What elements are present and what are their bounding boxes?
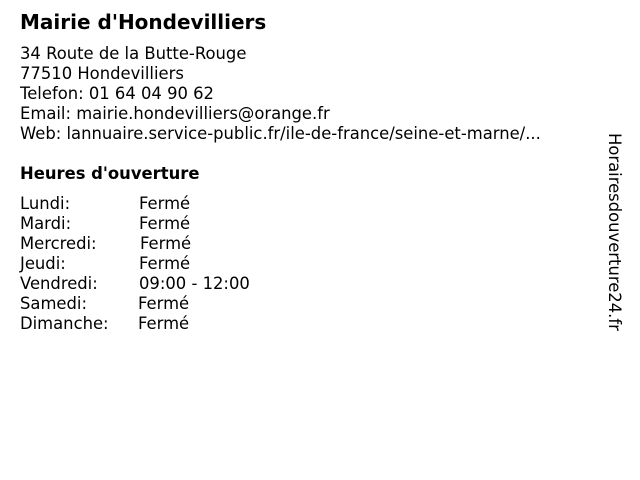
- site-watermark: Horairesdouverture24.fr: [605, 133, 624, 331]
- hours-row-friday: [20, 274, 250, 294]
- hours-heading: Heures d'ouverture: [20, 164, 200, 183]
- hours-row-thursday: [20, 254, 250, 274]
- day-label: Vendredi:: [20, 274, 98, 293]
- hours-value: Fermé: [139, 194, 191, 213]
- hours-value: Fermé: [140, 234, 192, 253]
- street-address: 34 Route de la Butte-Rouge: [20, 44, 247, 63]
- email-line: Email: mairie.hondevilliers@orange.fr: [20, 104, 330, 123]
- day-label: Jeudi:: [20, 254, 66, 273]
- hours-row-sunday: [20, 314, 250, 334]
- day-label: Samedi:: [20, 294, 87, 313]
- hours-row-monday: [20, 194, 250, 214]
- day-label: Lundi:: [20, 194, 71, 213]
- address-block: [20, 44, 541, 144]
- hours-value: 09:00 - 12:00: [139, 274, 250, 293]
- hours-row-saturday: [20, 294, 250, 314]
- postal-city: 77510 Hondevilliers: [20, 64, 184, 83]
- phone-line: Telefon: 01 64 04 90 62: [20, 84, 214, 103]
- hours-value: Fermé: [138, 314, 190, 333]
- hours-value: Fermé: [139, 254, 191, 273]
- day-label: Mardi:: [20, 214, 72, 233]
- hours-value: Fermé: [139, 214, 191, 233]
- web-line: Web: lannuaire.service-public.fr/ile-de-france/seine-et-marne/...: [20, 124, 541, 143]
- opening-hours-list: [20, 194, 250, 334]
- day-label: Dimanche:: [20, 314, 109, 333]
- day-label: Mercredi:: [20, 234, 97, 253]
- hours-row-tuesday: [20, 214, 250, 234]
- page-title: Mairie d'Hondevilliers: [20, 10, 267, 34]
- hours-value: Fermé: [138, 294, 190, 313]
- hours-row-wednesday: [20, 234, 250, 254]
